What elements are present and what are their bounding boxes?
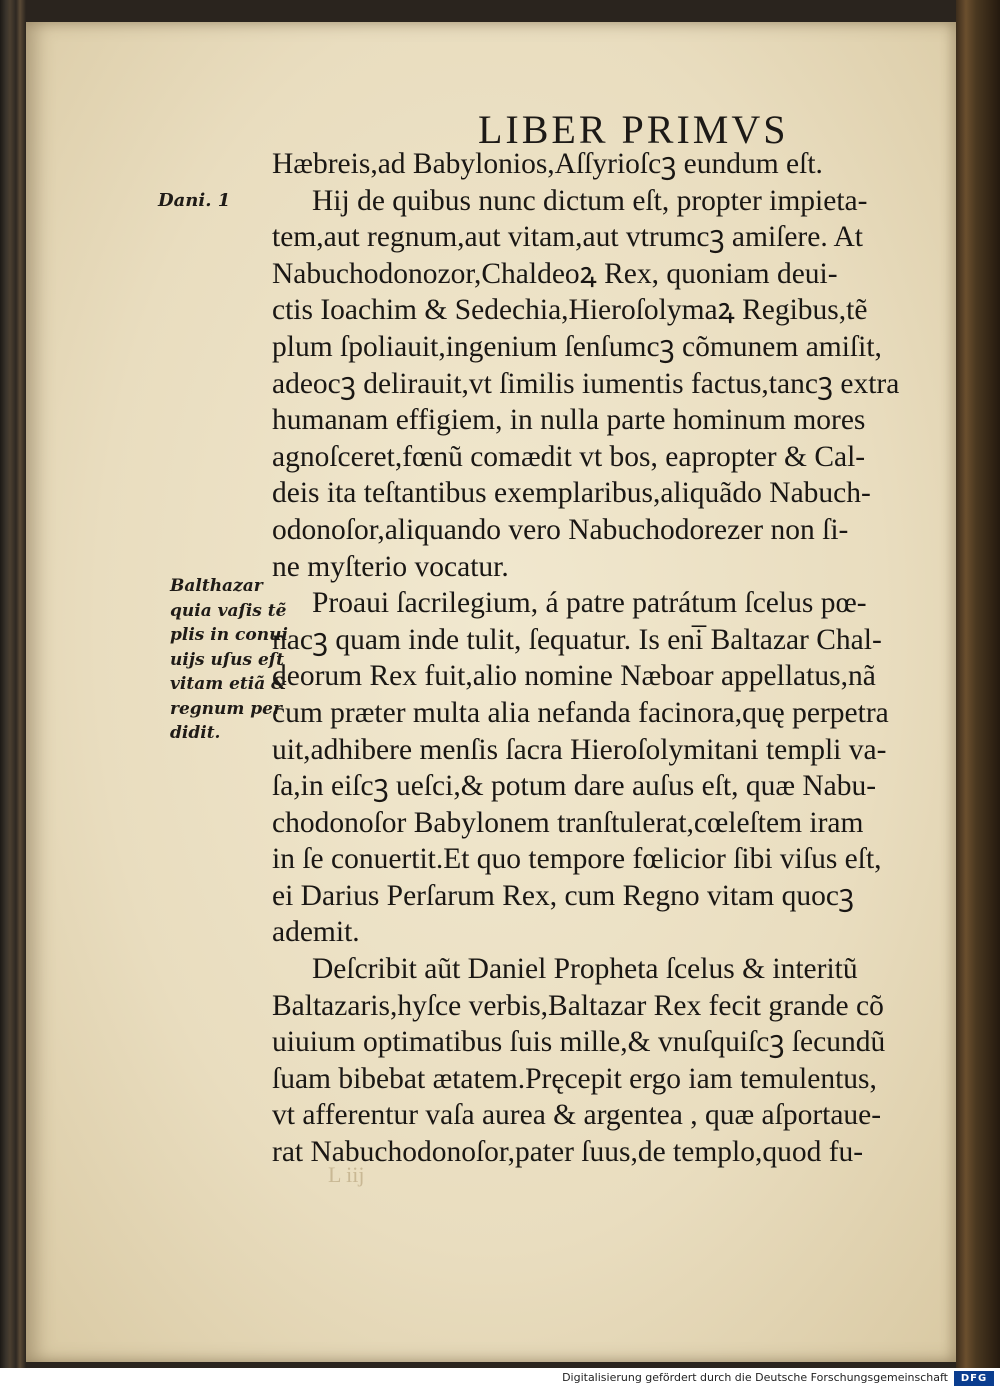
text-line: deorum Rex fuit,alio nomine Næboar appellatus,nã	[272, 660, 876, 693]
margin-note-line: plis in conui	[170, 625, 288, 645]
text-line: uiuium optimatibus ſuis mille,& vnuſquiſcꝫ ſecundũ	[272, 1026, 886, 1059]
text-line: ei Darius Perſarum Rex, cum Regno vitam quocꝫ	[272, 879, 854, 912]
text-line: humanam effigiem, in nulla parte hominum mores	[272, 404, 866, 437]
margin-note-line: Balthazar	[170, 576, 263, 596]
text-line: uit,adhibere menſis ſacra Hieroſolymitani templi va-	[272, 733, 887, 766]
dfg-logo-icon: DFG	[954, 1371, 994, 1386]
margin-note-balthazar	[170, 574, 288, 746]
text-line: plum ſpoliauit,ingenium ſenſumcꝫ cõmunem amiſit,	[272, 330, 882, 363]
text-line: deis ita teſtantibus exemplaribus,aliquãdo Nabuch-	[272, 477, 871, 510]
margin-note-line: uijs uſus eſt	[170, 649, 284, 670]
text-line: rat Nabuchodonoſor,pater ſuus,de templo,quod fu-	[272, 1136, 864, 1169]
text-line: cum præter multa alia nefanda facinora,quę perpetra	[272, 696, 889, 729]
text-line: Hij de quibus nunc dictum eſt, propter impieta-	[312, 184, 868, 217]
text-line: ne myſterio vocatur.	[272, 550, 509, 583]
text-line: vt afferentur vaſa aurea & argentea , quæ aſportaue-	[272, 1099, 882, 1132]
text-line: ſuam bibebat ætatem.Pręcepit ergo iam temulentus,	[272, 1062, 877, 1095]
text-line: ademit.	[272, 916, 360, 949]
text-line: Hæbreis,ad Babylonios,Aſſyrioſcꝫ eundum eſt.	[272, 148, 823, 180]
main-text	[272, 146, 936, 1171]
margin-note-line: regnum per	[170, 698, 282, 719]
footer-credit: Digitalisierung gefördert durch die Deutsche Forschungsgemeinschaft	[562, 1371, 948, 1384]
text-line: ctis Ioachim & Sedechia,Hieroſolymaꝝ Regibus,tẽ	[272, 294, 868, 327]
margin-note-reference: Dani. 1	[158, 190, 231, 211]
book-edge	[956, 0, 1000, 1368]
text-line: nacꝫ quam inde tulit, ſequatur. Is eni̅ Baltazar Chal-	[272, 623, 882, 656]
text-line: tem,aut regnum,aut vitam,aut vtrumcꝫ amiſere. At	[272, 221, 863, 254]
text-line: Proaui ſacrilegium, á patre patrátum ſcelus pœ-	[312, 587, 867, 620]
text-line: Deſcribit aũt Daniel Propheta ſcelus & interitũ	[312, 953, 858, 986]
signature-mark: L iij	[328, 1162, 365, 1187]
footer-bar	[0, 1368, 1000, 1389]
text-line: agnoſceret,fœnũ comædit vt bos, eapropter & Cal-	[272, 440, 866, 473]
text-line: chodonoſor Babylonem tranſtulerat,cœleſtem iram	[272, 806, 864, 839]
running-head: LIBER PRIMVS	[478, 107, 789, 152]
margin-note-line: didit.	[170, 723, 221, 743]
margin-note-line: quia vaſis tẽ	[170, 600, 287, 621]
margin-note-line: vitam etiã &	[170, 674, 287, 694]
text-line: in ſe conuertit.Et quo tempore fœlicior ſibi viſus eſt,	[272, 843, 882, 876]
text-line: ſa,in eiſcꝫ ueſci,& potum dare auſus eſt, quæ Nabu-	[272, 770, 877, 803]
text-line: Nabuchodonozor,Chaldeoꝝ Rex, quoniam deui-	[272, 257, 838, 290]
text-line: adeocꝫ delirauit,vt ſimilis iumentis factus,tancꝫ extra	[272, 367, 900, 400]
text-line: Baltazaris,hyſce verbis,Baltazar Rex fecit grande cõ	[272, 989, 884, 1022]
text-line: odonoſor,aliquando vero Nabuchodorezer non ſi-	[272, 513, 849, 546]
